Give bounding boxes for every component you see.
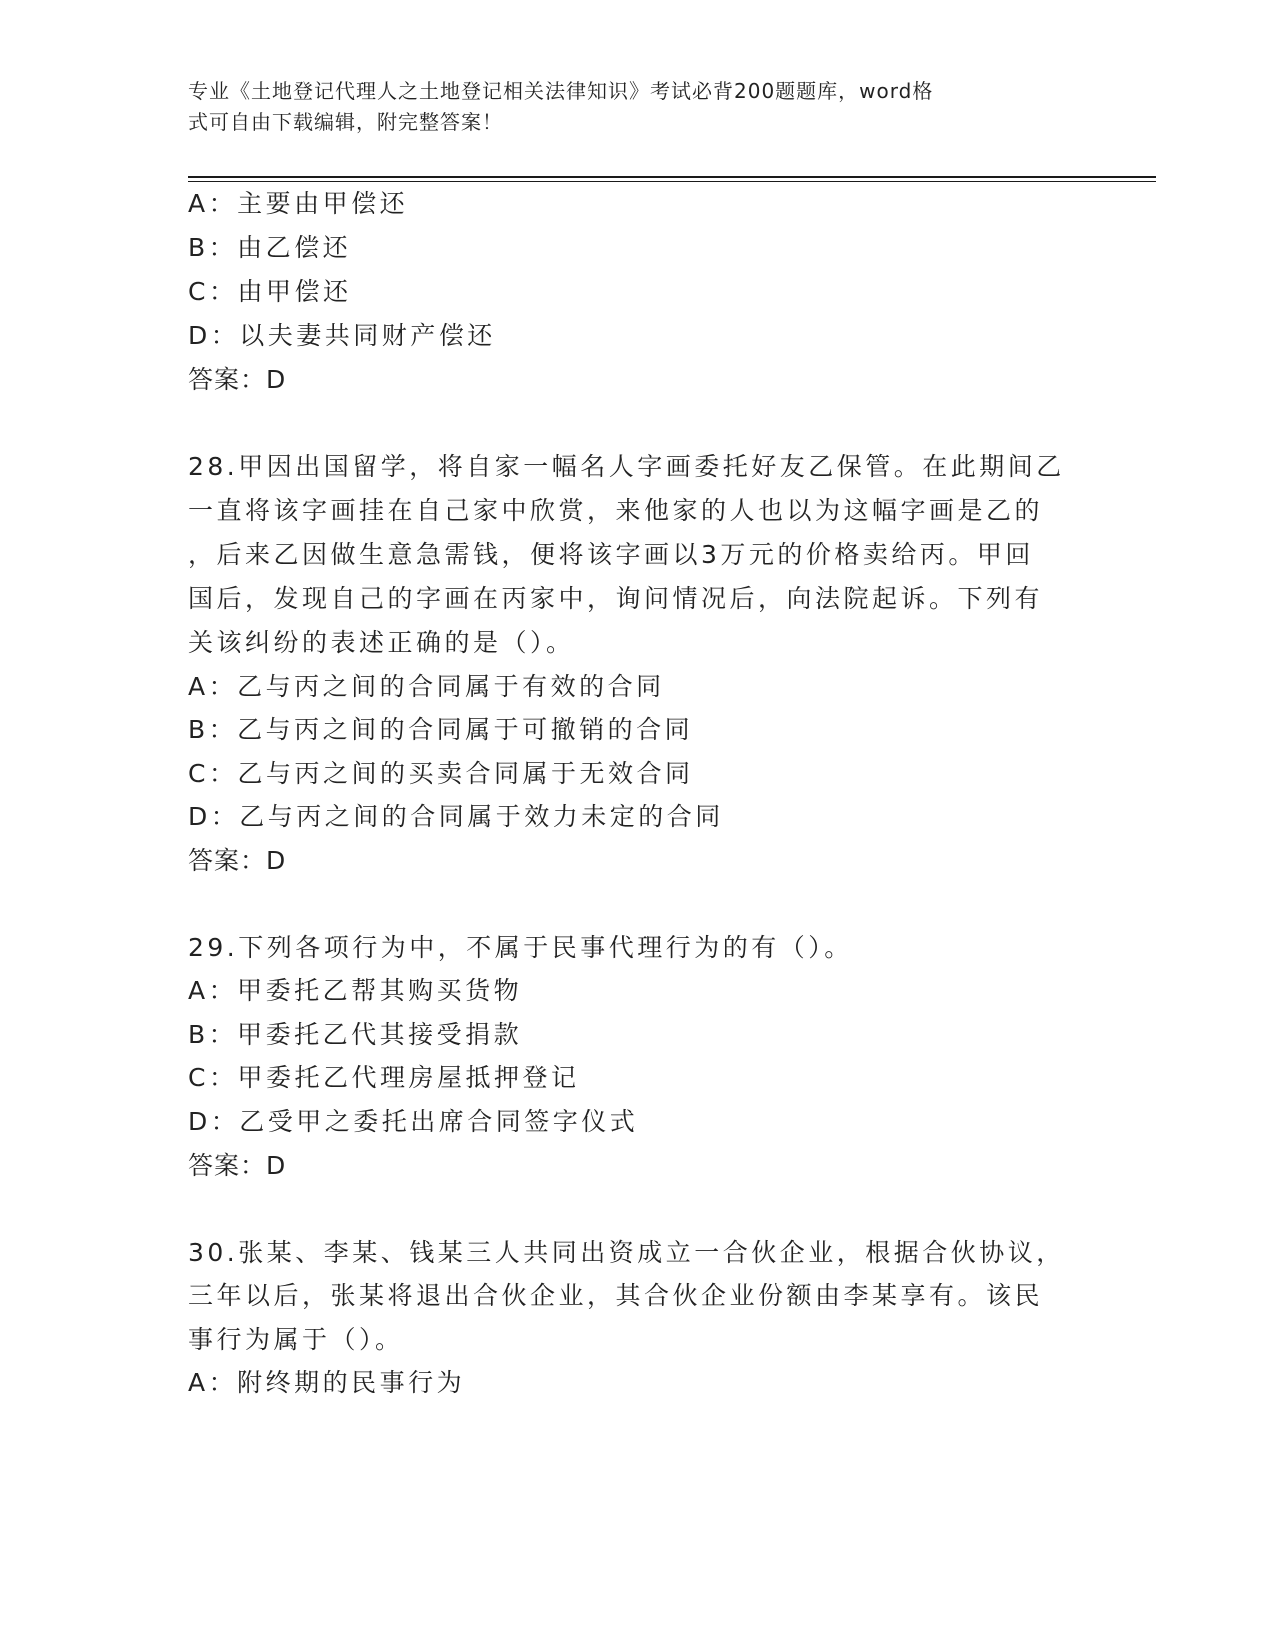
q28-stem-line-4: 国后，发现自己的字画在丙家中，询问情况后，向法院起诉。下列有 (188, 584, 1044, 613)
header-line-2: 式可自由下载编辑，附完整答案！ (188, 110, 503, 134)
q29-option-c: C：甲委托乙代理房屋抵押登记 (188, 1063, 580, 1092)
q28-stem-line-2: 一直将该字画挂在自己家中欣赏，来他家的人也以为这幅字画是乙的 (188, 496, 1044, 525)
q28-stem-line-5: 关该纠纷的表述正确的是（）。 (188, 628, 575, 657)
q28-option-d: D：乙与丙之间的合同属于效力未定的合同 (188, 802, 724, 831)
q28-option-c: C：乙与丙之间的买卖合同属于无效合同 (188, 759, 694, 788)
q27-option-a: A：主要由甲偿还 (188, 189, 409, 218)
header-rule-thin (188, 181, 1156, 182)
q29-stem-line-1: 29.下列各项行为中，不属于民事代理行为的有（）。 (188, 933, 853, 962)
header-line-1: 专业《土地登记代理人之土地登记相关法律知识》考试必背200题题库，word格 (188, 79, 934, 103)
q27-option-b: B：由乙偿还 (188, 233, 352, 262)
q29-answer: 答案：D (188, 1151, 287, 1180)
q27-option-d: D：以夫妻共同财产偿还 (188, 321, 496, 350)
q30-option-a: A：附终期的民事行为 (188, 1368, 466, 1397)
q27-answer: 答案：D (188, 365, 287, 394)
q28-stem-line-3: ，后来乙因做生意急需钱，便将该字画以3万元的价格卖给丙。甲回 (188, 540, 1034, 569)
q28-option-b: B：乙与丙之间的合同属于可撤销的合同 (188, 715, 694, 744)
q28-option-a: A：乙与丙之间的合同属于有效的合同 (188, 672, 665, 701)
document-header (188, 76, 1068, 138)
q28-answer: 答案：D (188, 846, 287, 875)
q30-stem-line-1: 30.张某、李某、钱某三人共同出资成立一合伙企业，根据合伙协议， (188, 1238, 1065, 1267)
q29-option-b: B：甲委托乙代其接受捐款 (188, 1020, 523, 1049)
q29-option-d: D：乙受甲之委托出席合同签字仪式 (188, 1107, 639, 1136)
q30-stem-line-3: 事行为属于（）。 (188, 1325, 404, 1354)
q27-option-c: C：由甲偿还 (188, 277, 352, 306)
q30-stem-line-2: 三年以后，张某将退出合伙企业，其合伙企业份额由李某享有。该民 (188, 1281, 1044, 1310)
q29-option-a: A：甲委托乙帮其购买货物 (188, 976, 523, 1005)
header-rule-thick (188, 176, 1156, 178)
q28-stem-line-1: 28.甲因出国留学，将自家一幅名人字画委托好友乙保管。在此期间乙 (188, 452, 1065, 481)
